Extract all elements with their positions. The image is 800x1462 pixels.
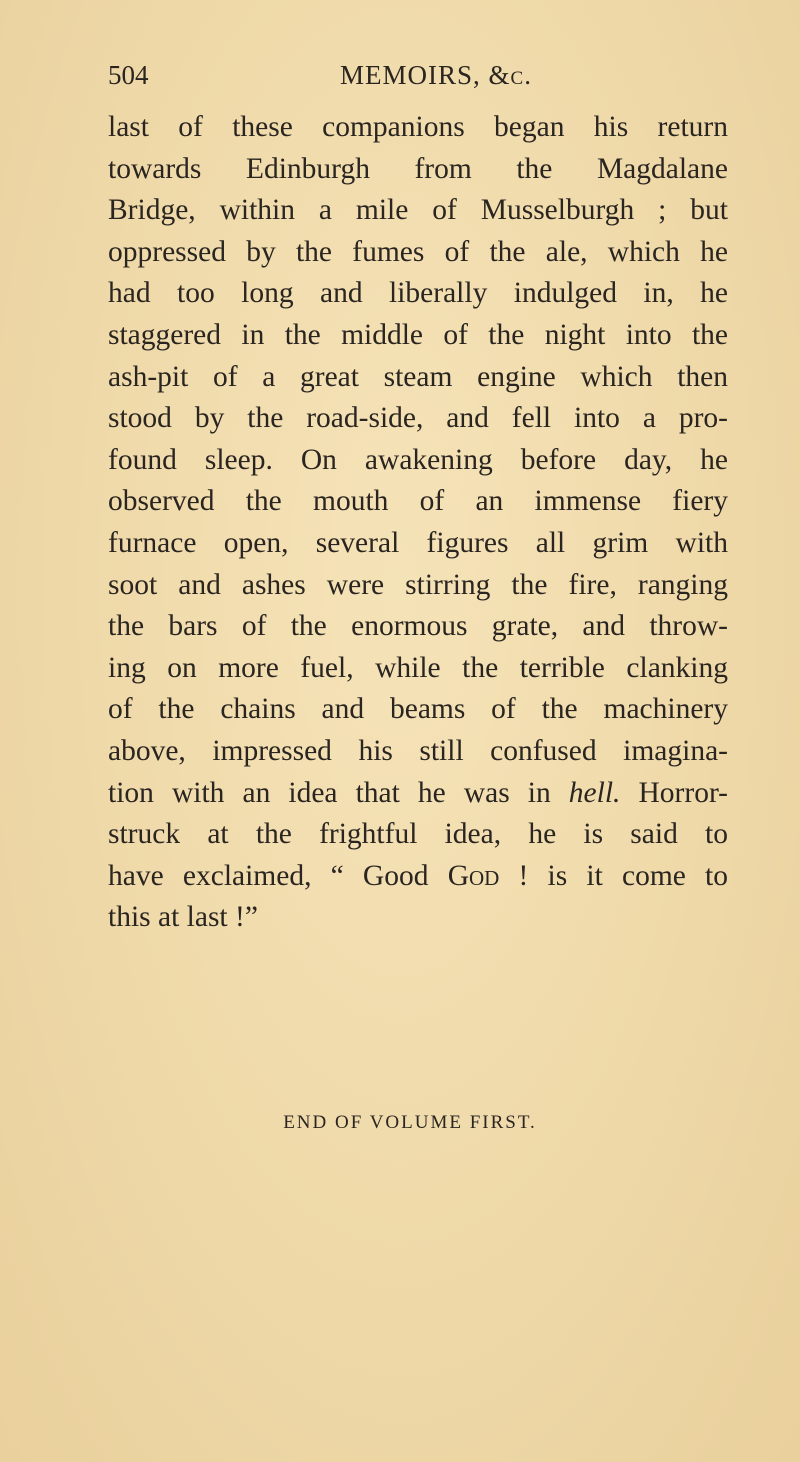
text-line: of the chains and beams of the machinery: [108, 693, 728, 726]
text-line: observed the mouth of an immense fiery: [108, 485, 728, 518]
italic-word: hell.: [568, 776, 621, 809]
body-text: [108, 107, 728, 939]
text-line: found sleep. On awakening before day, he: [108, 443, 728, 476]
text-line: the bars of the enormous grate, and throw-: [108, 610, 728, 643]
text-line: struck at the frightful idea, he is said to: [108, 818, 728, 851]
text-line: Bridge, within a mile of Musselburgh ; but: [108, 194, 728, 227]
small-caps-word: God: [447, 859, 500, 892]
text-line: [108, 773, 728, 815]
text-line: staggered in the middle of the night into the: [108, 318, 728, 351]
text-line: ing on more fuel, while the terrible clanking: [108, 651, 728, 684]
text-run: have exclaimed, “ Good: [108, 859, 448, 892]
text-line: soot and ashes were stirring the fire, ranging: [108, 568, 728, 601]
end-of-volume-mark: END OF VOLUME FIRST.: [283, 1112, 537, 1133]
text-line: this at last !”: [108, 901, 258, 934]
text-run: ! is it come to: [499, 859, 728, 892]
text-line: oppressed by the fumes of the ale, which he: [108, 235, 728, 268]
page-header: [108, 58, 728, 98]
page-number: 504: [108, 60, 149, 90]
running-title: MEMOIRS, &c.: [340, 60, 532, 90]
text-line: last of these companions began his return: [108, 111, 728, 143]
text-line: [108, 856, 728, 898]
text-line: towards Edinburgh from the Magdalane: [108, 152, 728, 185]
text-line: had too long and liberally indulged in, he: [108, 277, 728, 310]
text-line: ash-pit of a great steam engine which then: [108, 360, 728, 393]
text-line: above, impressed his still confused imagina-: [108, 734, 728, 767]
text-run: tion with an idea that he was in: [108, 776, 569, 809]
text-run: Horror-: [620, 776, 729, 809]
text-line: furnace open, several figures all grim with: [108, 526, 728, 559]
text-line: stood by the road-side, and fell into a pro-: [108, 402, 728, 435]
